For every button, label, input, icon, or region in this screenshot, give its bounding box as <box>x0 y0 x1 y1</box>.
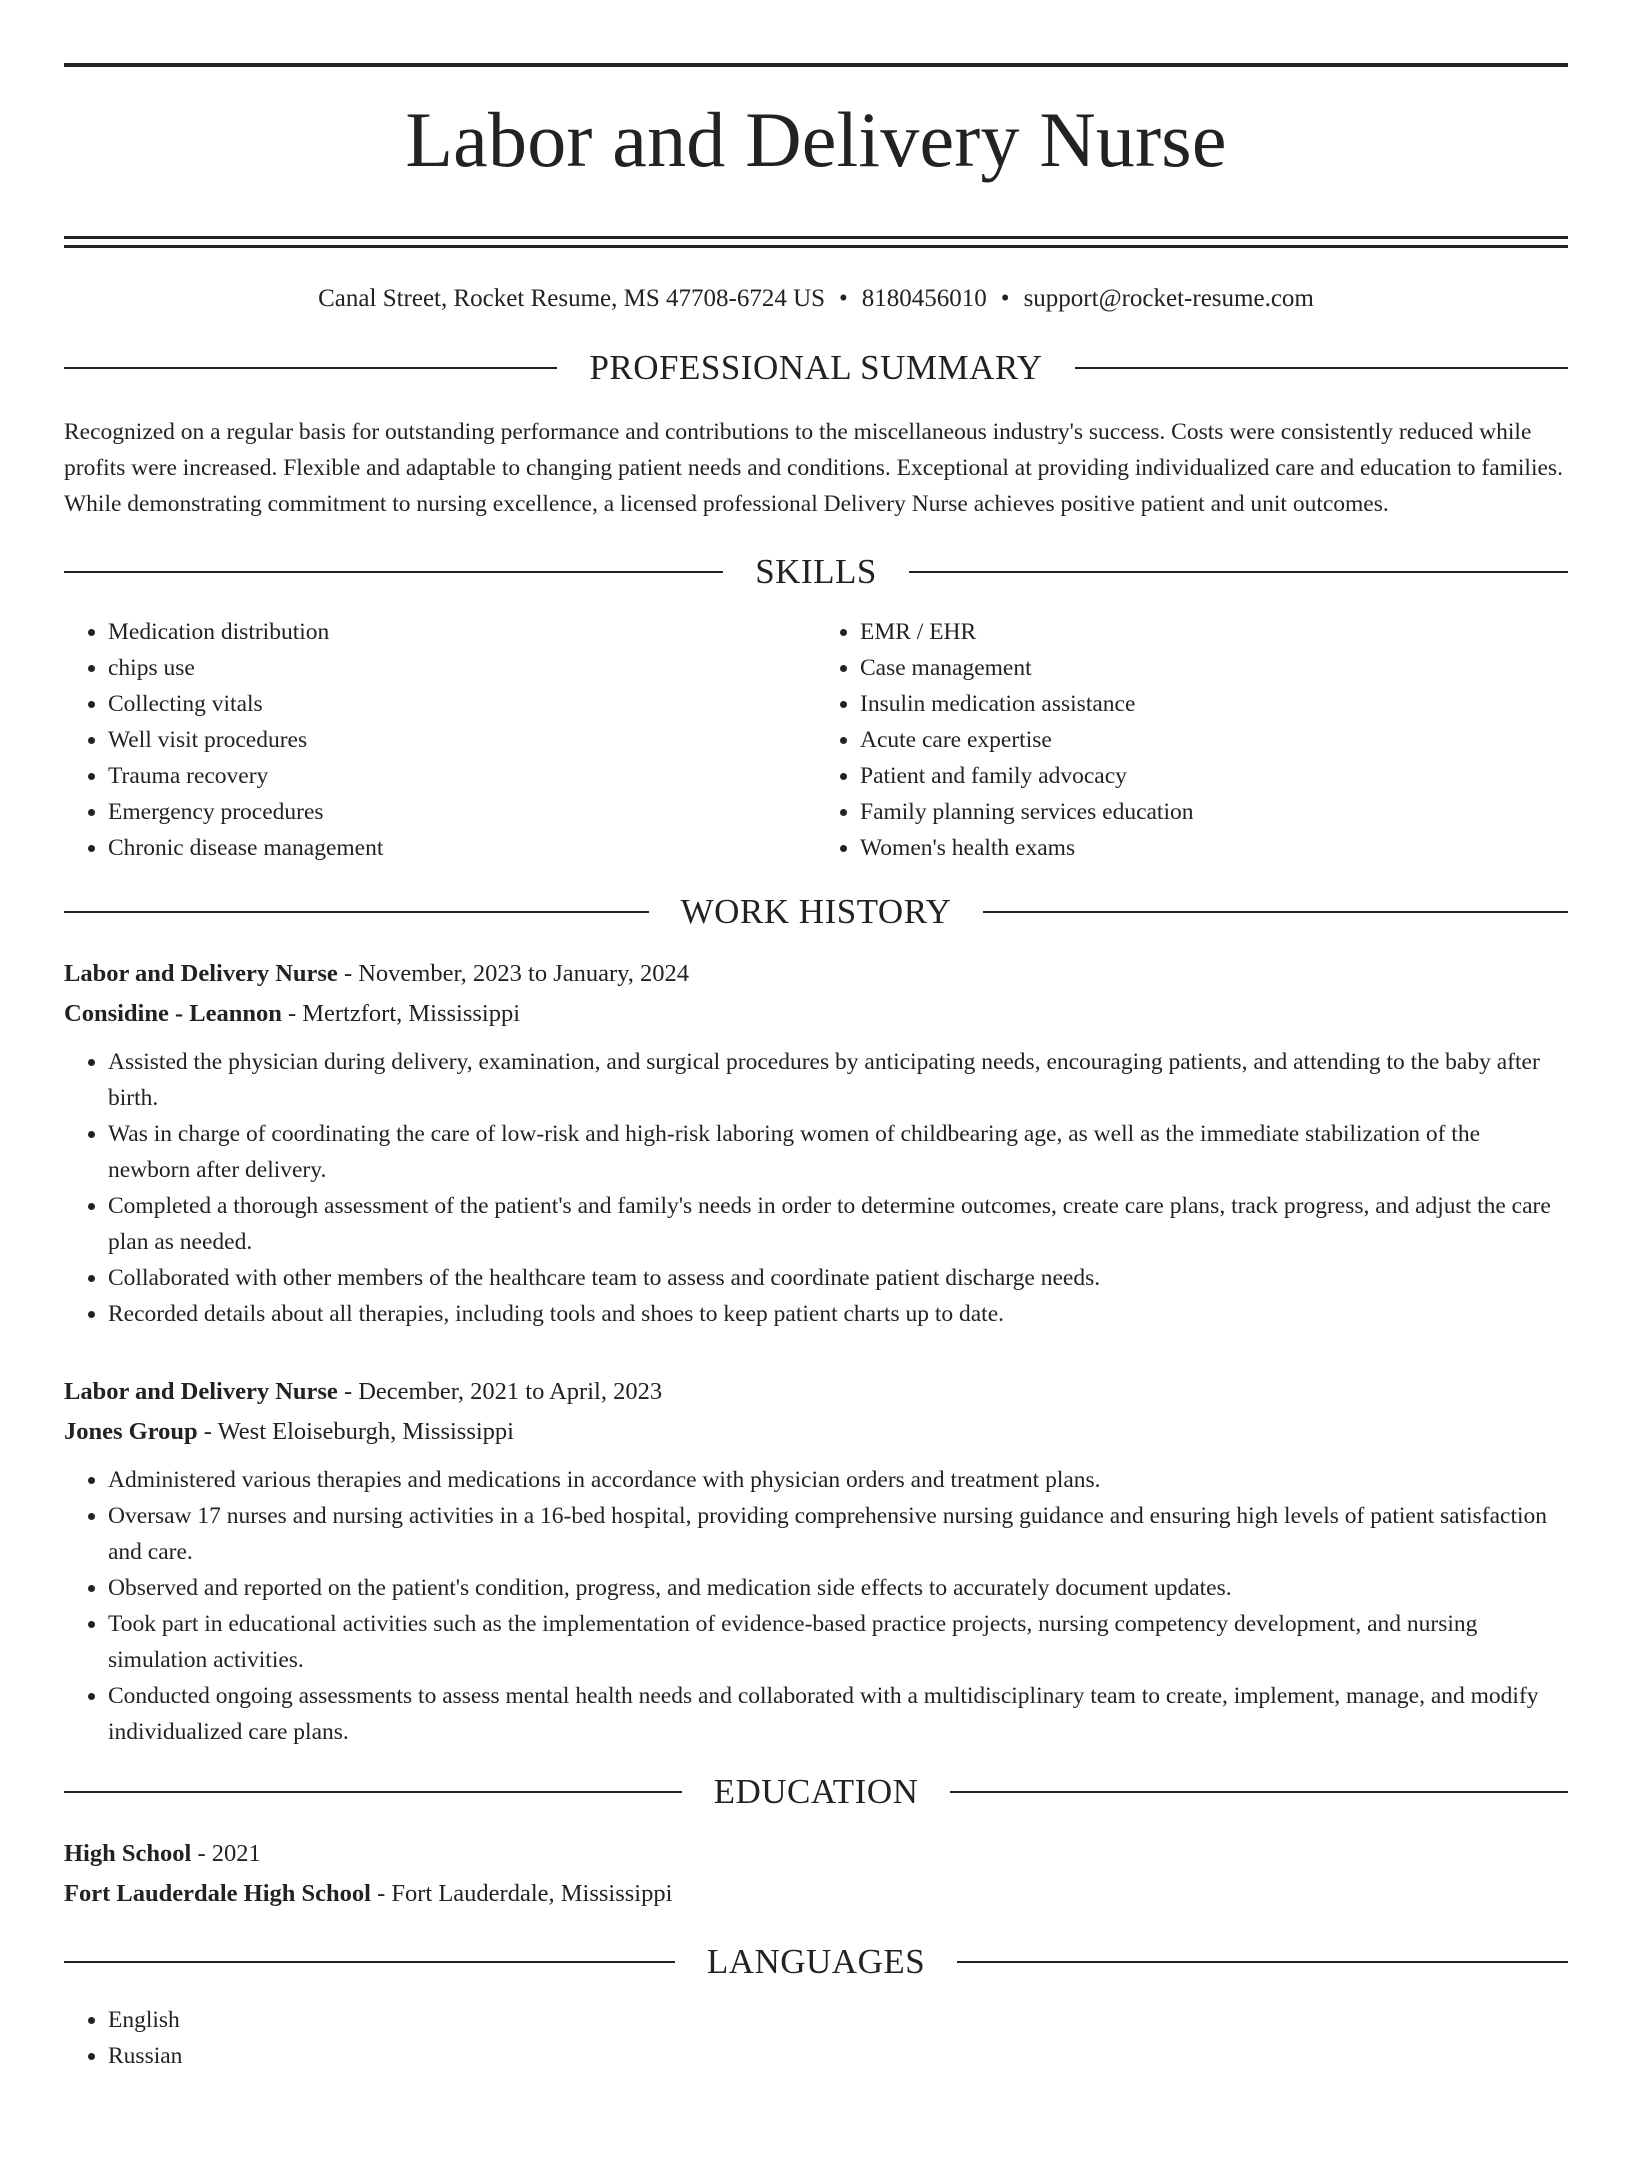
language-item: • Russian <box>108 2038 1568 2074</box>
heading-rule <box>950 1791 1568 1793</box>
heading-rule <box>64 571 723 573</box>
education-degree-line <box>64 1834 1568 1874</box>
skill-item: • Medication distribution <box>108 614 816 650</box>
job-company-line <box>64 994 1568 1034</box>
heading-rule <box>64 367 557 369</box>
job-title-line <box>64 954 1568 994</box>
education-degree: High School <box>64 1840 192 1867</box>
languages-list <box>64 2002 1568 2074</box>
job-title: Labor and Delivery Nurse <box>64 1378 338 1405</box>
section-label: EDUCATION <box>713 1772 919 1811</box>
skills-column-left <box>64 614 816 866</box>
job-bullet: • Oversaw 17 nurses and nursing activities in a 16-bed hospital, providing comprehensive nursing guidance and ensuring high levels of patient satisfaction and care. <box>108 1498 1568 1570</box>
skills-column-right <box>816 614 1568 866</box>
section-heading-languages <box>64 1942 1568 1982</box>
skill-item: • Trauma recovery <box>108 758 816 794</box>
double-rule <box>64 236 1568 248</box>
job-bullet: • Conducted ongoing assessments to assess mental health needs and collaborated with a multidisciplinary team to create, implement, manage, and modify individualized care plans. <box>108 1678 1568 1750</box>
job-bullets <box>64 1044 1568 1332</box>
skill-item: • Chronic disease management <box>108 830 816 866</box>
heading-rule <box>983 911 1568 913</box>
job-dates: - November, 2023 to January, 2024 <box>337 960 690 987</box>
heading-rule <box>64 911 649 913</box>
skill-item: • EMR / EHR <box>860 614 1568 650</box>
summary-text: Recognized on a regular basis for outstanding performance and contributions to the miscellaneous industry's success. Costs were consistently reduced while profits were increased. Flexible and adaptable to changing patient needs and conditions. Exceptional at providing individualized care and education to families. While demonstrating commitment to nursing excellence, a licensed professional Delivery Nurse achieves positive patient and unit outcomes. <box>64 419 1563 517</box>
skill-item: • chips use <box>108 650 816 686</box>
section-label: PROFESSIONAL SUMMARY <box>589 348 1043 387</box>
education-location: - Fort Lauderdale, Mississippi <box>370 1880 673 1907</box>
section-label: SKILLS <box>755 552 877 591</box>
skill-item: • Emergency procedures <box>108 794 816 830</box>
skill-item: • Patient and family advocacy <box>860 758 1568 794</box>
language-item: • English <box>108 2002 1568 2038</box>
job-bullet: • Administered various therapies and medications in accordance with physician orders and treatment plans. <box>108 1462 1568 1498</box>
education-school: Fort Lauderdale High School <box>64 1880 371 1907</box>
contact-address: Canal Street, Rocket Resume, MS 47708-6724 US <box>318 285 826 312</box>
skill-item: • Insulin medication assistance <box>860 686 1568 722</box>
contact-separator: • <box>1000 285 1010 312</box>
skill-item: • Women's health exams <box>860 830 1568 866</box>
job-entry <box>64 954 1568 1332</box>
job-company: Jones Group <box>64 1418 198 1445</box>
education-school-line <box>64 1874 1568 1914</box>
resume-title: Labor and Delivery Nurse <box>405 96 1227 183</box>
job-title-line <box>64 1372 1568 1412</box>
job-company: Considine - Leannon <box>64 1000 282 1027</box>
job-bullet: • Collaborated with other members of the healthcare team to assess and coordinate patient discharge needs. <box>108 1260 1568 1296</box>
education-year: - 2021 <box>191 1840 261 1867</box>
section-heading-skills <box>64 552 1568 592</box>
section-label: LANGUAGES <box>706 1942 926 1981</box>
contact-email: support@rocket-resume.com <box>1023 285 1314 312</box>
job-bullet: • Recorded details about all therapies, including tools and shoes to keep patient charts up to date. <box>108 1296 1568 1332</box>
job-bullet: • Took part in educational activities such as the implementation of evidence-based practice projects, nursing competency development, and nursing simulation activities. <box>108 1606 1568 1678</box>
heading-rule <box>957 1961 1568 1963</box>
education-entry <box>64 1834 1568 1914</box>
job-bullet: • Was in charge of coordinating the care of low-risk and high-risk laboring women of childbearing age, as well as the immediate stabilization of the newborn after delivery. <box>108 1116 1568 1188</box>
heading-rule <box>909 571 1568 573</box>
job-bullet: • Assisted the physician during delivery, examination, and surgical procedures by anticipating needs, encouraging patients, and attending to the baby after birth. <box>108 1044 1568 1116</box>
job-company-line <box>64 1412 1568 1452</box>
heading-rule <box>64 1961 675 1963</box>
job-location: - West Eloiseburgh, Mississippi <box>197 1418 514 1445</box>
job-entry <box>64 1372 1568 1750</box>
contact-phone: 8180456010 <box>861 285 987 312</box>
contact-line <box>64 284 1568 314</box>
heading-rule <box>64 1791 682 1793</box>
section-label: WORK HISTORY <box>680 892 952 931</box>
skill-item: • Case management <box>860 650 1568 686</box>
section-heading-education <box>64 1772 1568 1812</box>
job-bullet: • Observed and reported on the patient's condition, progress, and medication side effects to accurately document updates. <box>108 1570 1568 1606</box>
job-bullets <box>64 1462 1568 1750</box>
contact-separator: • <box>839 285 848 312</box>
skills-list <box>64 614 1568 866</box>
job-title: Labor and Delivery Nurse <box>64 960 338 987</box>
skill-item: • Family planning services education <box>860 794 1568 830</box>
job-bullet: • Completed a thorough assessment of the patient's and family's needs in order to determine outcomes, create care plans, track progress, and adjust the care plan as needed. <box>108 1188 1568 1260</box>
section-heading-summary <box>64 348 1568 388</box>
section-heading-work <box>64 892 1568 932</box>
skill-item: • Well visit procedures <box>108 722 816 758</box>
job-location: - Mertzfort, Mississippi <box>281 1000 521 1027</box>
skill-item: • Acute care expertise <box>860 722 1568 758</box>
resume-page <box>0 63 1632 2175</box>
skill-item: • Collecting vitals <box>108 686 816 722</box>
heading-rule <box>1075 367 1568 369</box>
job-dates: - December, 2021 to April, 2023 <box>337 1378 663 1405</box>
